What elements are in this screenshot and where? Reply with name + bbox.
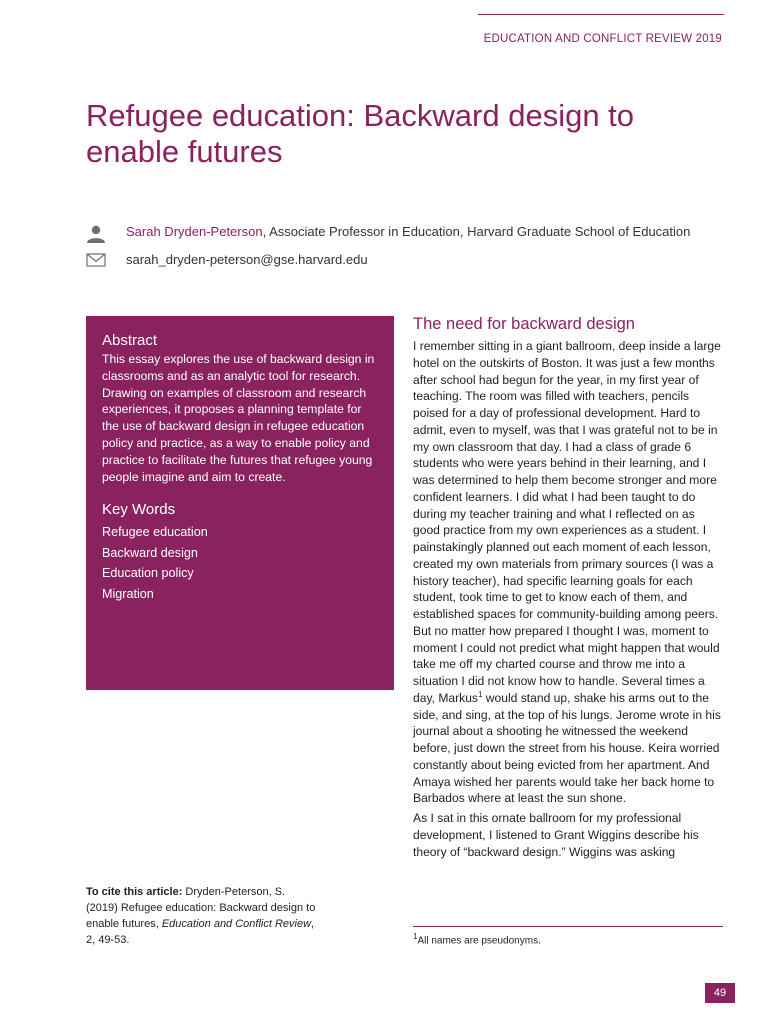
page-number: 49 [705, 983, 735, 1003]
body-paragraph [413, 338, 723, 807]
keyword-item: Refugee education [102, 525, 208, 540]
citation-before: Dryden-Peterson, S. (2019) Refugee education: Backward design to enable futures, [86, 886, 316, 930]
keywords-list [102, 522, 378, 604]
citation-after: , 2, 49-53. [86, 918, 315, 946]
body-text: would stand up, shake his arms out to the side, and sing, at the top of his lungs. Jerome wrote in his journal about a shooting he witnessed the weekend before, just down the street from his house. Keira worried constantly about being evicted from her apartment. And Amaya wished her parents would take her back home to Barbados where at least the sun shone. [413, 690, 721, 806]
footnote-ref[interactable]: 1 [477, 689, 483, 699]
citation [86, 884, 316, 948]
citation-label: To cite this article: [86, 886, 183, 898]
keywords-heading: Key Words [102, 501, 176, 519]
keyword-item: Backward design [102, 545, 198, 560]
footnote-text: All names are pseudonyms. [417, 935, 541, 947]
author-name: Sarah Dryden-Peterson [126, 224, 263, 239]
keyword-item: Migration [102, 586, 154, 601]
article-title: Refugee education: Backward design to enable futures [86, 98, 635, 169]
envelope-icon [86, 252, 106, 272]
author-email[interactable]: sarah_dryden-peterson@gse.harvard.edu [126, 252, 368, 267]
citation-journal: Education and Conflict Review [161, 918, 312, 930]
abstract-text: This essay explores the use of backward design in classrooms and as an analytic tool for research. Drawing on examples of classroom and research experiences, it proposes a planning template for the use of backward design in refugee education policy and practice, as a way to enable policy and practice to facilitate the futures that refugee young people imagine and aim to create. [102, 352, 375, 484]
journal-name: EDUCATION AND CONFLICT REVIEW 2019 [483, 33, 722, 45]
abstract-heading: Abstract [102, 332, 158, 349]
body-text: I remember sitting in a giant ballroom, deep inside a large hotel on the outskirts of Boston. It was just a few months after school had begun for the year, in my first year of teaching. The room was filled with teachers, pencils poised for a day of professional development. Hard to admit, even to myself, was that I was grateful not to be in my own classroom that day. I had a class of grade 6 students who were years behind in their learning, and I was determined to help them become stronger and more confident learners. I did what I had been taught to do during my teacher training and what I reflected on as good practice from my own experiences as a student. I painstakingly planned out each moment of each lesson, created my own materials from primary sources (I was a history teacher), had specific learning goals for each student, took time to get to know each of them, and established spaces for community-building among peers. But no matter how prepared I thought I was, moment to moment I could not predict what might happen that would take me off my charted course and throw me into a situation I did not know how to handle. Several times a day, Markus [413, 339, 721, 705]
header-rule [478, 14, 724, 15]
section-heading: The need for backward design [413, 315, 635, 333]
body-column [413, 338, 723, 863]
keyword-item: Education policy [102, 566, 194, 581]
body-paragraph: As I sat in this ornate ballroom for my professional development, I listened to Grant Wiggins describe his theory of “backward design.” Wiggins was asking [413, 811, 699, 859]
author-affiliation: , Associate Professor in Education, Harvard Graduate School of Education [262, 224, 691, 239]
footnote [413, 932, 541, 946]
abstract-box [86, 316, 394, 690]
footnote-mark: 1 [413, 932, 418, 941]
footnote-rule [413, 926, 723, 927]
author-line [126, 224, 690, 239]
person-icon [86, 224, 106, 244]
